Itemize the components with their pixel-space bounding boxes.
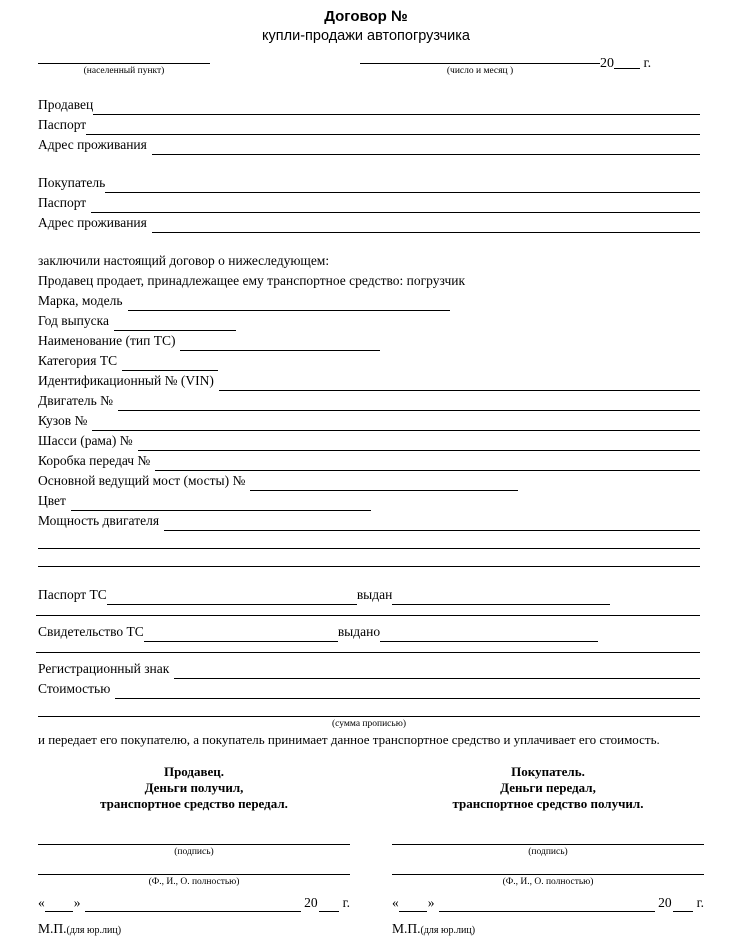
vehicle-field-label: Двигатель № (38, 393, 114, 408)
agreement-intro: заключили настоящий договор о нижеследующем: (38, 253, 330, 268)
page-subtitle: купли-продажи автопогрузчика (262, 28, 470, 44)
agreement-subject: Продавец продает, принадлежащее ему транспортное средство: погрузчик (38, 273, 466, 288)
vehicle-field-row[interactable] (38, 471, 700, 491)
buyer-stamp-label: М.П. (392, 921, 421, 936)
buyer-quote-close: » (427, 895, 435, 910)
buyer-passport-row[interactable] (38, 193, 700, 213)
vehicle-field-input[interactable] (118, 394, 700, 411)
vehicle-field-input[interactable] (71, 494, 371, 511)
vehicle-field-row[interactable] (38, 331, 700, 351)
seller-signature-line[interactable] (38, 844, 350, 845)
seller-quote-open: « (38, 895, 45, 910)
seller-address-input[interactable] (152, 138, 700, 155)
seller-passport-label: Паспорт (38, 117, 87, 132)
spacer-after-seller (0, 155, 732, 173)
registration-block (38, 659, 700, 717)
buyer-stamp-note: (для юр.лиц) (420, 925, 476, 936)
seller-block (38, 95, 700, 155)
sts-issued-label: выдано (337, 624, 381, 639)
seller-signature-caption: (подпись) (174, 847, 214, 857)
cost-row[interactable] (38, 679, 700, 699)
seller-year-input[interactable] (319, 897, 339, 912)
buyer-sig-heading-1: Покупатель. (511, 764, 585, 779)
pts-issued-input[interactable] (392, 588, 610, 605)
vehicle-field-input[interactable] (219, 374, 700, 391)
reg-plate-label: Регистрационный знак (38, 661, 170, 676)
seller-sig-heading-2: Деньги получил, (144, 780, 244, 795)
buyer-fio-line[interactable] (392, 874, 704, 875)
buyer-sig-heading-3: транспортное средство получил. (452, 796, 644, 811)
seller-address-label: Адрес проживания (38, 137, 147, 152)
document-header (0, 0, 732, 46)
vehicle-field-input[interactable] (164, 514, 700, 531)
year-write-line[interactable] (614, 55, 640, 69)
buyer-address-input[interactable] (152, 216, 700, 233)
vehicle-field-label: Шасси (рама) № (38, 433, 133, 448)
vehicle-field-label: Коробка передач № (38, 453, 151, 468)
spacer-before-pts (0, 567, 732, 585)
sts-issued-input[interactable] (380, 625, 598, 642)
vehicle-field-input[interactable] (250, 474, 518, 491)
seller-sig-gap-1 (38, 812, 350, 844)
vehicle-field-row[interactable] (38, 411, 700, 431)
cost-label: Стоимостью (38, 681, 111, 696)
pts-label: Паспорт ТС (38, 587, 107, 602)
buyer-passport-label: Паспорт (38, 195, 87, 210)
buyer-sig-gap-2 (392, 858, 704, 874)
vehicle-field-row[interactable] (38, 351, 700, 371)
vehicle-field-label: Марка, модель (38, 293, 123, 308)
buyer-passport-input[interactable] (91, 196, 700, 213)
vehicle-field-input[interactable] (114, 314, 236, 331)
buyer-stamp-row (392, 921, 704, 939)
vehicle-field-row[interactable] (38, 431, 700, 451)
vehicle-field-input[interactable] (155, 454, 700, 471)
seller-year-prefix: 20 (304, 895, 318, 910)
vehicle-field-label: Цвет (38, 493, 66, 508)
vehicle-field-row[interactable] (38, 311, 700, 331)
date-caption: (число и месяц ) (446, 66, 514, 76)
seller-fio-line[interactable] (38, 874, 350, 875)
vehicle-field-row[interactable] (38, 491, 700, 511)
pts-row[interactable] (38, 585, 700, 605)
vehicle-extra-line-1[interactable] (38, 548, 700, 549)
vehicle-field-label: Мощность двигателя (38, 513, 160, 528)
seller-stamp-row (38, 921, 350, 939)
place-caption: (населенный пункт) (83, 66, 165, 76)
vehicle-field-label: Год выпуска (38, 313, 109, 328)
buyer-name-input[interactable] (105, 176, 700, 193)
buyer-quote-open: « (392, 895, 399, 910)
buyer-month-input[interactable] (439, 897, 656, 912)
cost-extra-line[interactable] (38, 716, 700, 717)
sts-label: Свидетельство ТС (38, 624, 144, 639)
sts-number-input[interactable] (144, 625, 338, 642)
buyer-fio-caption: (Ф., И., О. полностью) (502, 877, 594, 887)
buyer-signature-line[interactable] (392, 844, 704, 845)
vehicle-field-label: Кузов № (38, 413, 88, 428)
vehicle-field-label: Основной ведущий мост (мосты) № (38, 473, 246, 488)
seller-name-row[interactable] (38, 95, 700, 115)
seller-name-label: Продавец (38, 97, 94, 112)
vehicle-field-label: Идентификационный № (VIN) (38, 373, 214, 388)
seller-stamp-note: (для юр.лиц) (66, 925, 122, 936)
year-field (600, 55, 651, 72)
reg-plate-input[interactable] (174, 662, 700, 679)
sts-row[interactable] (38, 622, 700, 642)
buyer-sig-heading-2: Деньги передал, (500, 780, 596, 795)
year-prefix: 20 (600, 56, 614, 71)
seller-sig-heading-3: транспортное средство передал. (100, 796, 288, 811)
seller-quote-close: » (73, 895, 81, 910)
vehicle-field-row[interactable] (38, 391, 700, 411)
vehicle-details-block (38, 291, 700, 531)
vehicle-field-row[interactable] (38, 371, 700, 391)
buyer-name-row[interactable] (38, 173, 700, 193)
seller-date-row[interactable] (38, 894, 350, 912)
seller-signature-column (38, 764, 350, 939)
buyer-year-input[interactable] (673, 897, 693, 912)
vehicle-field-label: Категория ТС (38, 353, 118, 368)
seller-sig-heading-1: Продавец. (163, 764, 225, 779)
date-field[interactable] (360, 63, 600, 77)
buyer-signature-column (392, 764, 704, 939)
seller-stamp-label: М.П. (38, 921, 67, 936)
vehicle-field-label: Наименование (тип ТС) (38, 333, 176, 348)
pts-number-input[interactable] (107, 588, 357, 605)
spacer-after-buyer (0, 233, 732, 251)
seller-day-input[interactable] (45, 897, 73, 912)
vehicle-field-row[interactable] (38, 291, 700, 311)
pts-issued-label: выдан (356, 587, 393, 602)
vehicle-field-input[interactable] (180, 334, 380, 351)
seller-passport-input[interactable] (86, 118, 700, 135)
seller-address-row[interactable] (38, 135, 700, 155)
buyer-year-suffix: г. (696, 895, 704, 910)
buyer-block (38, 173, 700, 233)
buyer-year-prefix: 20 (658, 895, 672, 910)
vehicle-field-input[interactable] (138, 434, 700, 451)
year-suffix: г. (643, 56, 652, 71)
seller-sig-gap-2 (38, 858, 350, 874)
cost-input[interactable] (115, 682, 700, 699)
buyer-name-label: Покупатель (38, 175, 106, 190)
date-write-line[interactable] (360, 63, 600, 64)
seller-month-input[interactable] (85, 897, 302, 912)
buyer-day-input[interactable] (399, 897, 427, 912)
buyer-date-row[interactable] (392, 894, 704, 912)
vehicle-field-input[interactable] (122, 354, 218, 371)
vehicle-field-row[interactable] (38, 451, 700, 471)
seller-year-suffix: г. (342, 895, 350, 910)
transfer-statement: и передает его покупателю, а покупатель принимает данное транспортное средство и уплачивает его стоимость. (38, 732, 660, 747)
buyer-address-label: Адрес проживания (38, 215, 147, 230)
seller-passport-row[interactable] (38, 115, 700, 135)
buyer-sig-gap-1 (392, 812, 704, 844)
page-title: Договор № (324, 8, 408, 25)
buyer-address-row[interactable] (38, 213, 700, 233)
sum-in-words-caption: (сумма прописью) (332, 719, 406, 729)
signature-section (0, 764, 732, 934)
seller-fio-caption: (Ф., И., О. полностью) (148, 877, 240, 887)
spacer-pts-sts (0, 605, 732, 615)
vehicle-field-input[interactable] (128, 294, 450, 311)
place-date-row (0, 55, 732, 95)
buyer-signature-caption: (подпись) (528, 847, 568, 857)
place-write-line[interactable] (38, 63, 210, 64)
place-field[interactable] (38, 63, 210, 77)
vehicle-field-row[interactable] (38, 511, 700, 531)
spacer-sts-reg (0, 642, 732, 652)
vehicle-extra-lines (38, 548, 700, 567)
seller-name-input[interactable] (93, 98, 700, 115)
vehicle-field-input[interactable] (92, 414, 700, 431)
reg-plate-row[interactable] (38, 659, 700, 679)
